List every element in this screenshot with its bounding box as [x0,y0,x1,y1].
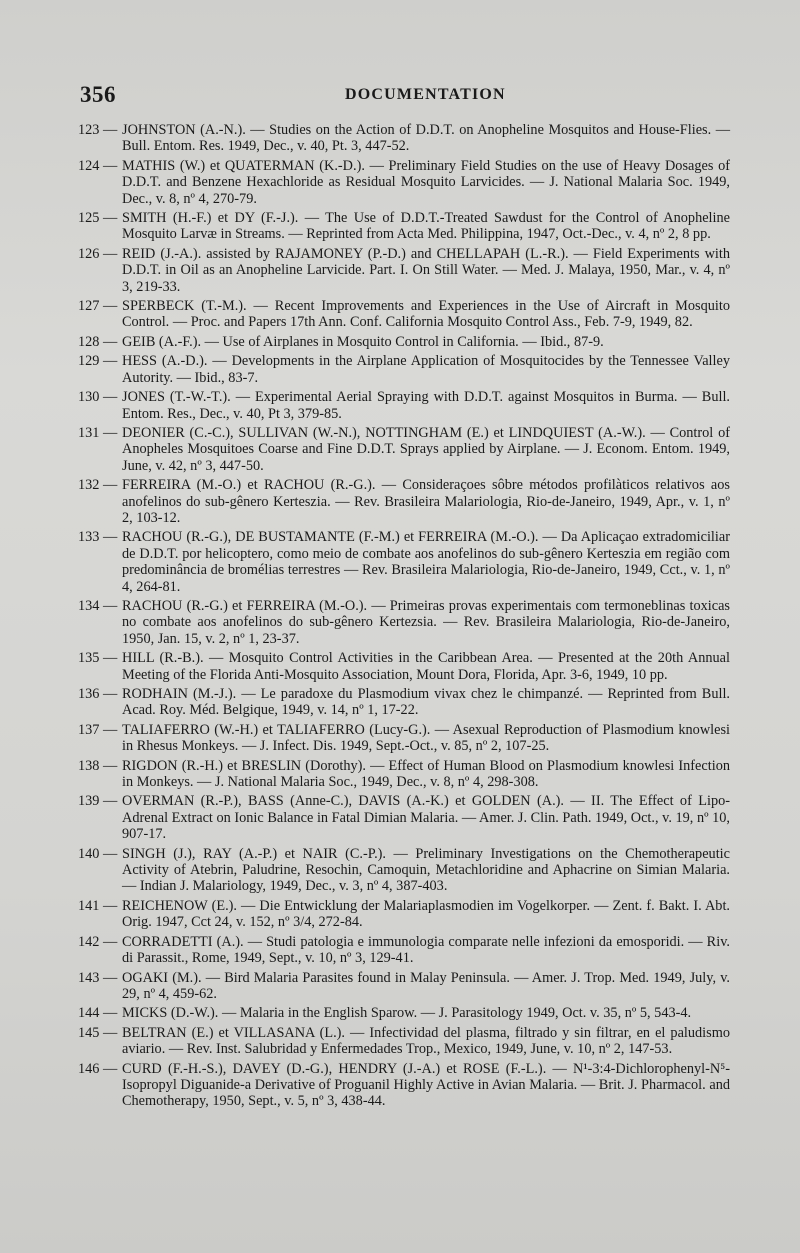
entry-text: BELTRAN (E.) et VILLASANA (L.). — Infectividad del plasma, filtrado y sin filtrar, en el paludismo aviario. — Rev. Inst. Salubridad y Enfermedades Trop., Mexico, 1949, June, v. 10, nº 2, 147-53. [122,1024,730,1058]
page-header [80,82,730,108]
page-number: 356 [80,82,116,107]
entry-text: SINGH (J.), RAY (A.-P.) et NAIR (C.-P.). — Preliminary Investigations on the Chemotherapeutic Activity of Atebrin, Paludrine, Resochin, Camoquin, Metachloridine and Aphacrine on Simian Malaria. — Indian J. Malariology, 1949, Dec., v. 3, nº 4, 387-403. [122,845,730,895]
entry-text: MICKS (D.-W.). — Malaria in the English Sparow. — J. Parasitology 1949, Oct. v. 35, nº 5, 543-4. [122,1005,692,1022]
entry-text: DEONIER (C.-C.), SULLIVAN (W.-N.), NOTTINGHAM (E.) et LINDQUIEST (A.-W.). — Control of Anopheles Mosquitoes Coarse and Fine D.D.T. Sprays applied by Airplane. — J. Econom. Entom. 1949, June, v. 42, nº 3, 447-50. [122,424,730,474]
entry-number: 132 — [78,477,118,494]
entry-number: 142 — [78,933,118,950]
entry-text: SPERBECK (T.-M.). — Recent Improvements and Experiences in the Use of Aircraft in Mosquito Control. — Proc. and Papers 17th Ann. Conf. California Mosquito Control Ass., Feb. 7-9, 1949, 82. [122,298,730,331]
entry-number: 146 — [78,1060,118,1077]
entry-text: RIGDON (R.-H.) et BRESLIN (Dorothy). — Effect of Human Blood on Plasmodium knowlesi Infection in Monkeys. — J. National Malaria Soc., 1949, Dec., v. 8, nº 4, 298-308. [122,757,730,791]
bibliography-entry [78,598,730,647]
entry-text: JOHNSTON (A.-N.). — Studies on the Action of D.D.T. on Anopheline Mosquitos and House-Flies. — Bull. Entom. Res. 1949, Dec., v. 40, Pt. 3, 447-52. [122,122,730,155]
bibliography-entry [78,934,730,967]
entry-text: HILL (R.-B.). — Mosquito Control Activities in the Caribbean Area. — Presented at the 20th Annual Meeting of the Florida Anti-Mosquito Association, Mount Dora, Florida, Apr. 3-6, 1949, 10 pp. [122,650,730,683]
entry-number: 129 — [78,353,118,370]
bibliography-entry [78,477,730,526]
bibliography-entry [78,353,730,386]
entry-number: 138 — [78,757,118,774]
bibliography-entry [78,650,730,683]
bibliography-entry [78,246,730,295]
entry-text: RODHAIN (M.-J.). — Le paradoxe du Plasmodium vivax chez le chimpanzé. — Reprinted from Bull. Acad. Roy. Méd. Belgique, 1949, v. 14, nº 1, 17-22. [122,686,730,719]
entry-number: 134 — [78,597,118,614]
bibliography-entry [78,722,730,755]
bibliography-entry [78,686,730,719]
bibliography-entry [78,210,730,243]
entry-text: REID (J.-A.). assisted by RAJAMONEY (P.-D.) and CHELLAPAH (L.-R.). — Field Experiments with D.D.T. in Oil as an Anopheline Larvicide. Part. I. On Still Water. — Med. J. Malaya, 1950, Mar., v. 4, nº 3, 219-33. [122,245,730,295]
entry-number: 136 — [78,686,118,702]
bibliography-entry [78,298,730,331]
entry-text: FERREIRA (M.-O.) et RACHOU (R.-G.). — Consideraçoes sôbre métodos profilàticos relativos aos anofelinos do sub-gênero Kerteszia. — Rev. Brasileira Malariologia, Rio-de-Janeiro, 1949, Apr., v. 1, nº 2, 103-12. [122,477,730,526]
bibliography-entry [78,389,730,422]
entry-text: GEIB (A.-F.). — Use of Airplanes in Mosquito Control in California. — Ibid., 87-9. [122,333,604,350]
entry-number: 125 — [78,210,118,227]
entry-text: HESS (A.-D.). — Developments in the Airplane Application of Mosquitocides by the Tennessee Valley Autority. — Ibid., 83-7. [122,353,730,386]
bibliography-entry [78,1025,730,1058]
entry-number: 137 — [78,721,118,738]
bibliography-entry [78,122,730,155]
bibliography-entry [78,158,730,207]
entry-number: 128 — [78,333,118,350]
entry-number: 143 — [78,969,118,986]
entry-text: RACHOU (R.-G.) et FERREIRA (M.-O.). — Primeiras provas experimentais com termoneblinas toxicas no combate aos anofelinos do sub-gênero Kertezsia. — Rev. Brasileira Malariologia, Rio-de-Janeiro, 1950, Jan. 15, v. 2, nº 1, 23-37. [122,597,730,647]
bibliography-entry [78,425,730,474]
entry-text: REICHENOW (E.). — Die Entwicklung der Malariaplasmodien im Vogelkorper. — Zent. f. Bakt. I. Abt. Orig. 1947, Cct 24, v. 152, nº 3/4, 272-84. [122,897,730,931]
entry-number: 144 — [78,1005,118,1022]
entry-text: MATHIS (W.) et QUATERMAN (K.-D.). — Preliminary Field Studies on the use of Heavy Dosages of D.D.T. and Benzene Hexachloride as Residual Mosquito Larvicides. — J. National Malaria Soc. 1949, Dec., v. 8, nº 4, 270-79. [122,157,730,207]
bibliography-entry [78,758,730,791]
bibliography-entry [78,970,730,1003]
entry-text: OGAKI (M.). — Bird Malaria Parasites found in Malay Peninsula. — Amer. J. Trop. Med. 1949, July, v. 29, nº 4, 459-62. [122,969,730,1002]
bibliography-entry [78,529,730,595]
bibliography-entry [78,334,730,350]
running-title: DOCUMENTATION [345,86,506,103]
entry-text: JONES (T.-W.-T.). — Experimental Aerial Spraying with D.D.T. against Mosquitos in Burma. — Bull. Entom. Res., Dec., v. 40, Pt 3, 379-85. [122,389,730,422]
bibliography-entry [78,898,730,931]
bibliography-entry [78,793,730,842]
entry-text: SMITH (H.-F.) et DY (F.-J.). — The Use of D.D.T.-Treated Sawdust for the Control of Anopheline Mosquito Larvæ in Streams. — Reprinted from Acta Med. Philippina, 1947, Oct.-Dec., v. 4, nº 2, 8 pp. [122,210,730,243]
entry-text: TALIAFERRO (W.-H.) et TALIAFERRO (Lucy-G.). — Asexual Reproduction of Plasmodium knowlesi in Rhesus Monkeys. — J. Infect. Dis. 1949, Sept.-Oct., v. 85, nº 2, 107-25. [122,721,730,755]
entry-number: 127 — [78,298,118,315]
entry-text: CORRADETTI (A.). — Studi patologia e immunologia comparate nelle infezioni da emosporidi. — Riv. di Parassit., Rome, 1949, Sept., v. 10, nº 3, 129-41. [122,933,730,967]
bibliography-entry [78,1005,730,1021]
entry-number: 139 — [78,793,118,810]
entry-number: 130 — [78,389,118,406]
entry-number: 141 — [78,897,118,914]
entry-number: 135 — [78,650,118,667]
bibliography-entry [78,1061,730,1110]
entry-number: 123 — [78,122,118,138]
bibliography-list [78,122,730,1113]
entry-number: 124 — [78,157,118,174]
entry-number: 126 — [78,245,118,262]
entry-text: OVERMAN (R.-P.), BASS (Anne-C.), DAVIS (A.-K.) et GOLDEN (A.). — II. The Effect of Lipo-Adrenal Extract on Ionic Balance in Fatal Dimian Malaria. — Amer. J. Clin. Path. 1949, Oct., v. 19, nº 10, 907-17. [122,793,730,843]
entry-number: 145 — [78,1024,118,1041]
entry-number: 140 — [78,845,118,862]
entry-text: CURD (F.-H.-S.), DAVEY (D.-G.), HENDRY (J.-A.) et ROSE (F.-L.). — N¹-3:4-Dichlorophenyl-N⁵-Isopropyl Diguanide-a Derivative of Proguanil Highly Active in Avian Malaria. — Brit. J. Pharmacol. and Chemotherapy, 1950, Sept., v. 5, nº 3, 438-44. [122,1060,730,1110]
bibliography-entry [78,846,730,895]
entry-number: 131 — [78,424,118,441]
entry-number: 133 — [78,529,118,546]
entry-text: RACHOU (R.-G.), DE BUSTAMANTE (F.-M.) et FERREIRA (M.-O.). — Da Aplicaçao extradomiciliar de D.D.T. por helicoptero, como meio de combate aos anofelinos do sub-gênero Kerteszia em região com predominância de bromélias terrestres — Rev. Brasileira Malariologia, Rio-de-Janeiro, 1949, Cct., v. 1, nº 4, 264-81. [122,529,730,595]
